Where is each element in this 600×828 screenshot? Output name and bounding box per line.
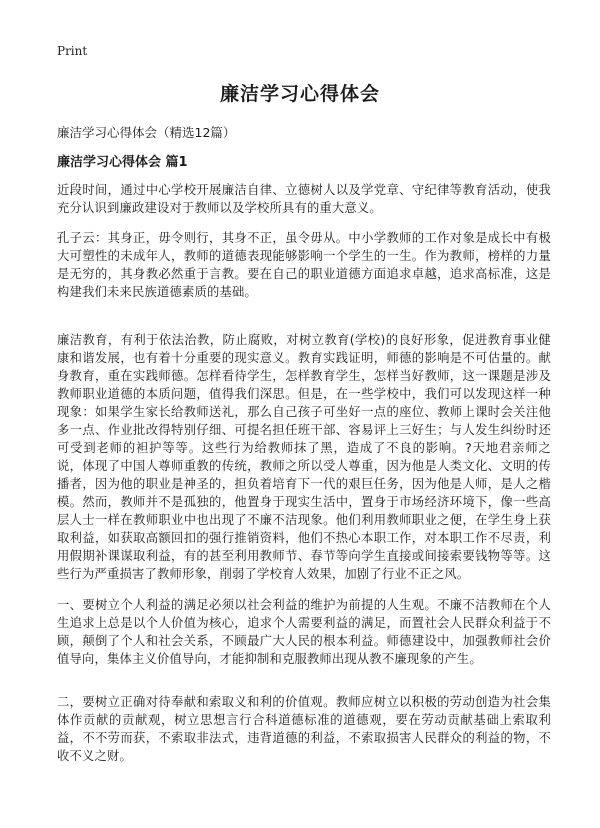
paragraph-point-two: 二，要树立正确对待奉献和索取义和利的价值观。教师应树立以积极的劳动创造为社会集体作贡献的贡献观，树立思想言行合科道德标准的道德观，要在劳动贡献基础上索取利益，不不劳而获，不索取非法式，违背道德的利益，不索取损害人民群众的利益的物，不收不义之财。 — [57, 695, 551, 763]
paragraph-point-one: 一、要树立个人利益的满足必须以社会利益的维护为前提的人生观。不廉不洁教师在个人生追求上总是以个人价值为核心，追求个人需要利益的满足，而置社会人民群众利益于不顾，颠倒了个人和社会关系，不顾最广大人民的根本利益。师德建设中，加强教师社会价值导向，集体主义价值导向，才能抑制和克服教师出现从教不廉现象的产生。 — [57, 598, 551, 666]
paragraph-confucius: 孔子云：其身正，毋令则行，其身不正，虽令毋从。中小学教师的工作对象是成长中有极大可塑性的未成年人，教师的道德表现能够影响一个学生的一生。作为教师，榜样的力量是无穷的，其身教必然重于言教。要在自己的职业道德方面追求卓越，追求高标准，这是构建我们未来民族道德素质的基础。 — [57, 231, 551, 299]
print-link[interactable]: Print — [57, 44, 88, 58]
paragraph-integrity-education: 廉洁教育，有利于依法治教，防止腐败，对树立教育(学校)的良好形象，促进教育事业健康和谐发展，也有着十分重要的现实意义。教育实践证明，师德的影响是不可估量的。献身教育，重在实践师德。怎样看待学生，怎样教育学生，怎样当好教师，这一课题是涉及教师职业道德的本质问题，值得我们深思。但是，在一些学校中，我们可以发现这样一种现象：如果学生家长给教师送礼，那么自己孩子可坐好一点的座位、教师上课时会关注他多一点、作业批改得特别仔细、可提名担任班干部、容易评上三好生；与人发生纠纷时还可受到老师的袒护等等。这些行为给教师抹了黑，造成了不良的影响。?天地君亲师之说，体现了中国人尊师重教的传统，教师之所以受人尊重，因为他是人类文化、文明的传播者，因为他的职业是神圣的，担负着培育下一代的艰巨任务，因为他是人师，是人之楷模。然而，教师并不是孤独的，他置身于现实生活中，置身于市场经济环境下，像一些高层人士一样在教师职业中也出现了不廉不洁现象。他们利用教师职业之便，在学生身上获取利益，如获取高额回扣的强行推销资料，他们不热心本职工作，对本职工作不尽责，利用假期补课谋取利益，有的甚至利用教师节、春节等向学生直接或间接索要钱物等等。这些行为严重损害了教师形象，削弱了学校育人效果，加剧了行业不正之风。 — [57, 333, 551, 581]
section-heading: 廉洁学习心得体会 篇1 — [57, 155, 188, 170]
page-title: 廉洁学习心得体会 — [219, 83, 380, 105]
document-subtitle: 廉洁学习心得体会（精选12篇） — [57, 125, 236, 140]
paragraph-intro: 近段时间，通过中心学校开展廉洁自律、立德树人以及学党章、守纪律等教育活动，使我充分认识到廉政建设对于教师以及学校所具有的重大意义。 — [57, 183, 551, 215]
